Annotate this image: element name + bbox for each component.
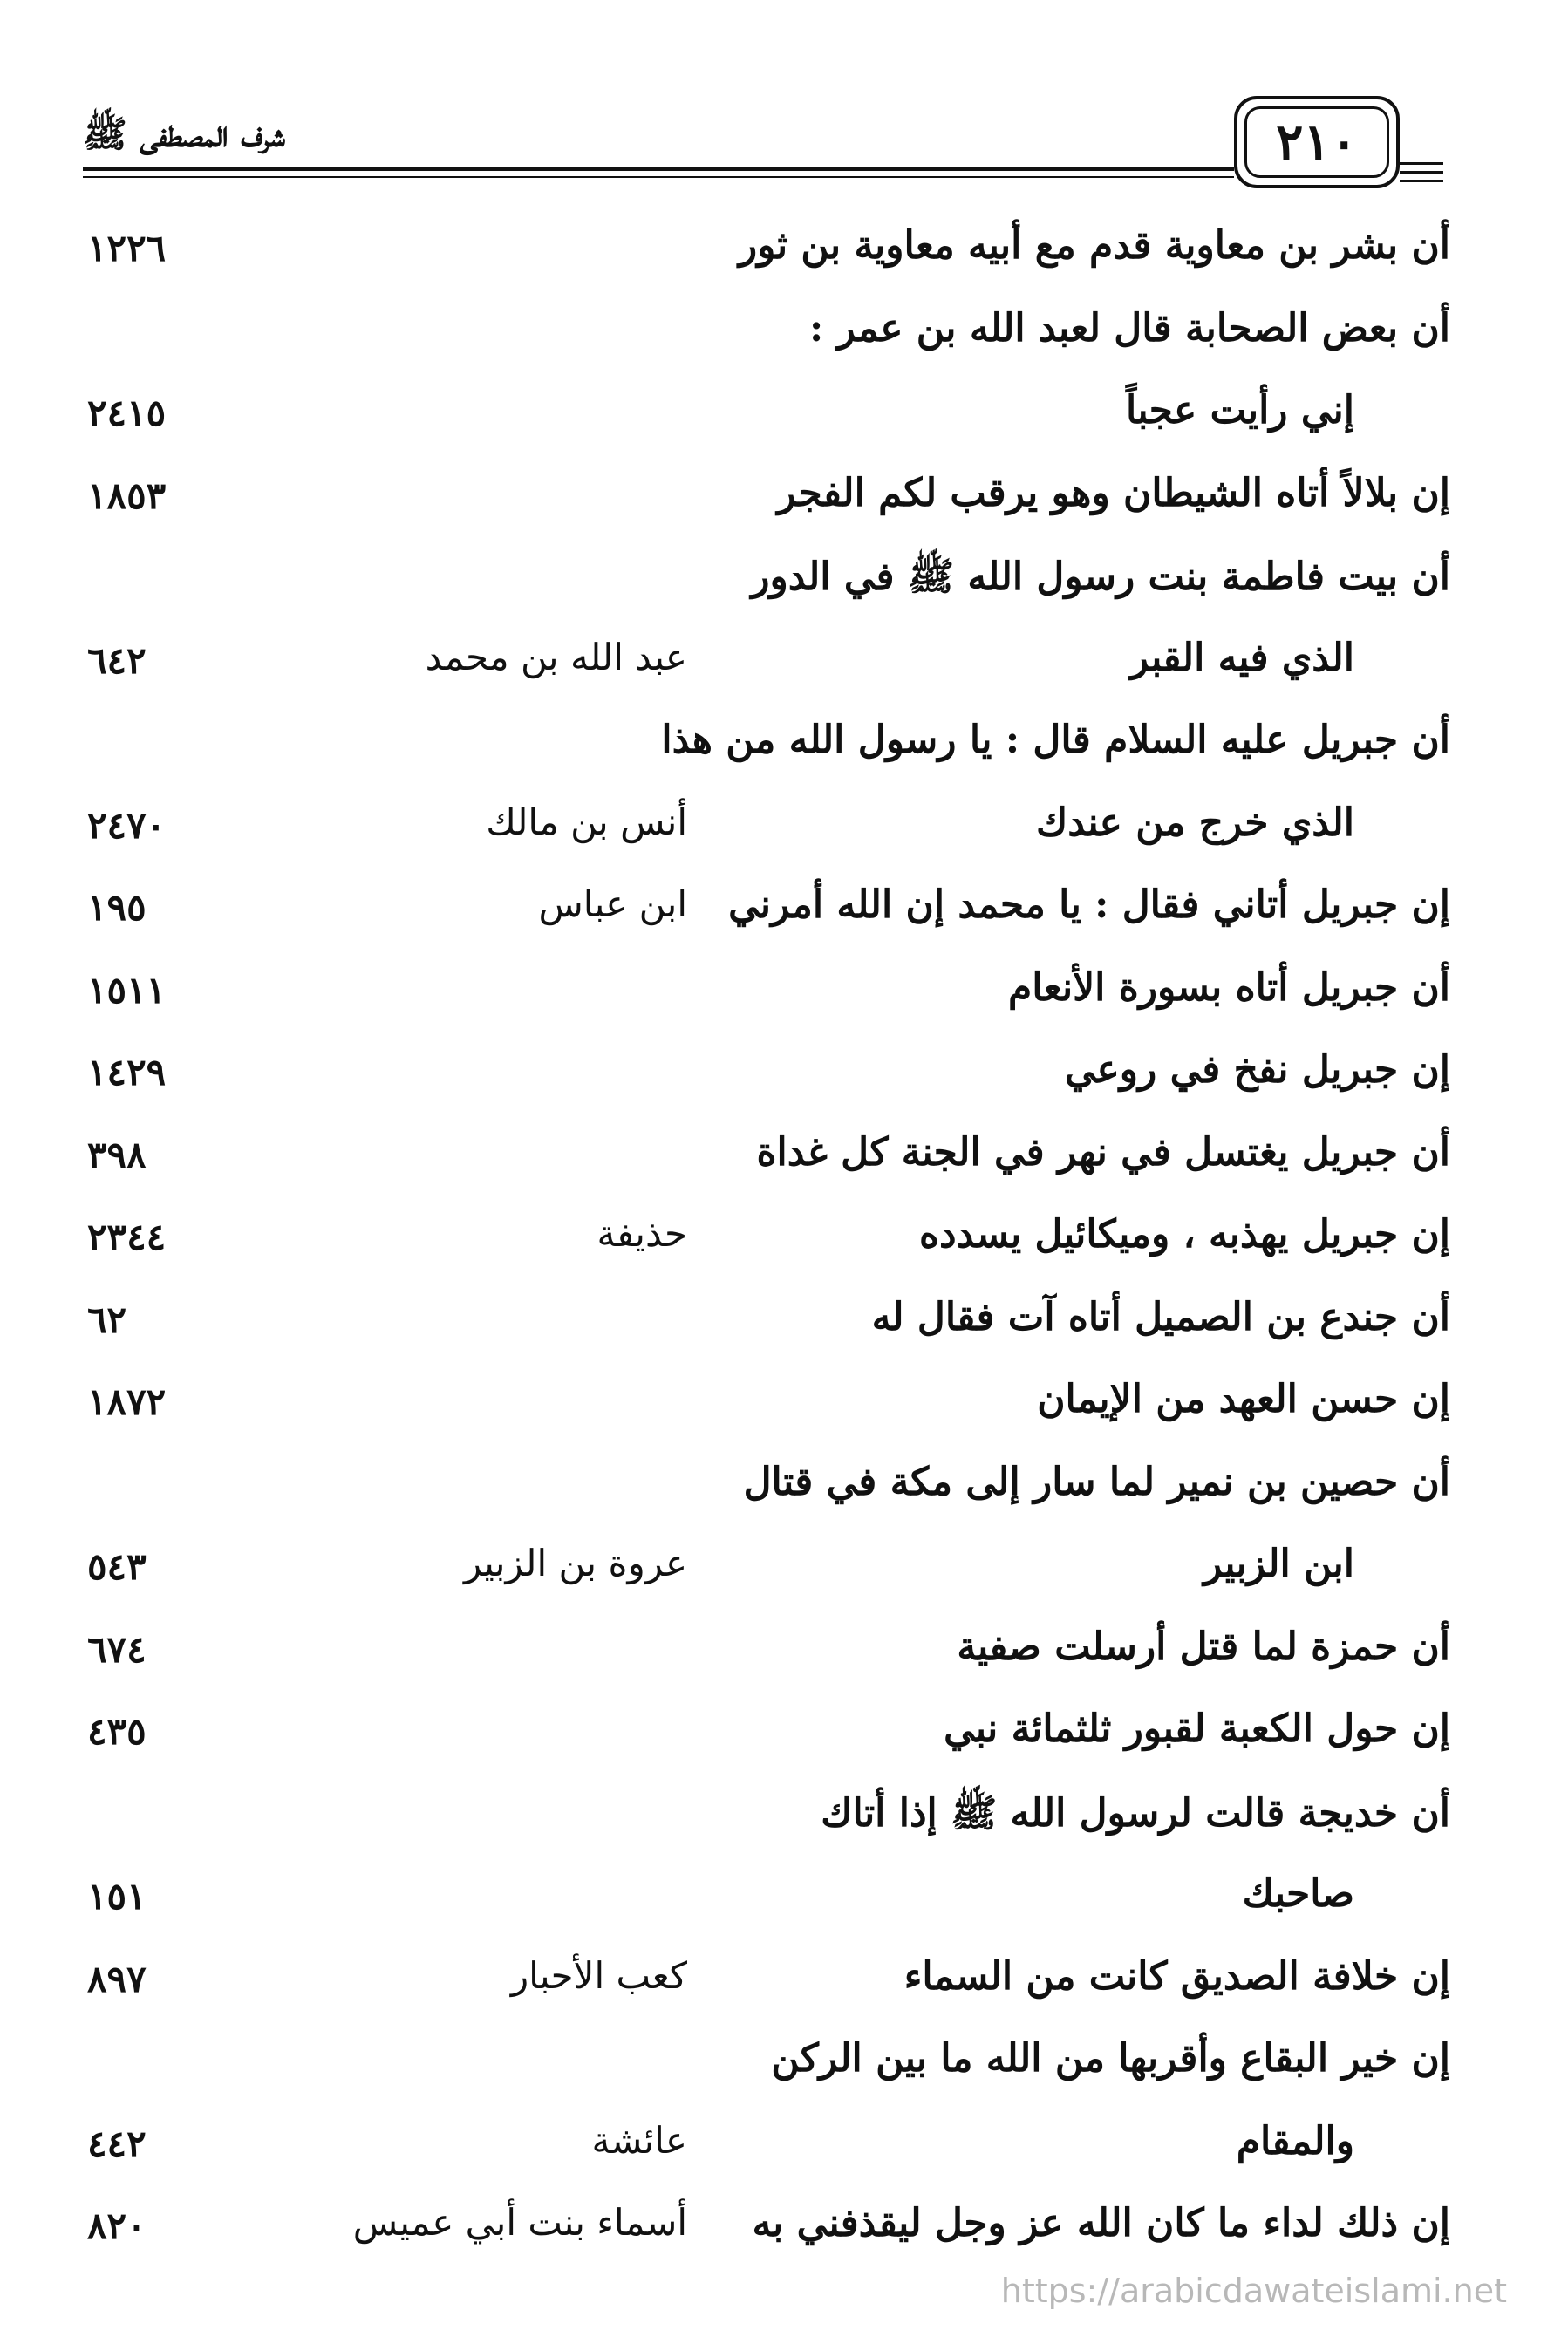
header-rule-thin: [83, 176, 1234, 178]
entry-text: أن حمزة لما قتل أرسلت صفية: [957, 1624, 1450, 1669]
entry-text: إن جبريل نفخ في روعي: [1064, 1047, 1450, 1092]
index-entry-row: [0, 2196, 1568, 2279]
entry-text: صاحبك: [1242, 1871, 1354, 1916]
entry-hadith-number: ٤٣٥: [87, 1710, 147, 1753]
watermark: https://arabicdawateislami.net: [1000, 2272, 1507, 2310]
entry-text: إن حول الكعبة لقبور ثلثمائة نبي: [944, 1707, 1450, 1751]
entry-narrator: أنس بن مالك: [486, 800, 687, 843]
entry-hadith-number: ٦٤٢: [87, 638, 147, 682]
entry-text: أن جندع بن الصميل أتاه آت فقال له: [871, 1294, 1450, 1339]
index-entry-row: [0, 2114, 1568, 2197]
page-number: ٢١٠: [1244, 106, 1389, 178]
entry-hadith-number: ١٨٧٢: [87, 1380, 167, 1423]
index-entry-row: [0, 218, 1568, 301]
index-entry-row: [0, 466, 1568, 548]
entry-hadith-number: ٤٤٢: [87, 2122, 147, 2165]
index-entry-row: [0, 1866, 1568, 1949]
header-rule-right-3: [1400, 180, 1443, 182]
index-entry-row: [0, 1619, 1568, 1702]
entry-text: أن جبريل يغتسل في نهر في الجنة كل غداة: [756, 1129, 1450, 1175]
entry-hadith-number: ١٥١: [87, 1875, 147, 1918]
entry-text: أن بشر بن معاوية قدم مع أبيه معاوية بن ثور: [738, 223, 1450, 268]
index-entry-row: [0, 548, 1568, 630]
entry-text: إن ذلك لداء ما كان الله عز وجل ليقذفني به: [752, 2201, 1450, 2245]
index-entry-row: [0, 2031, 1568, 2114]
entry-hadith-number: ٦٢: [87, 1298, 127, 1341]
entry-hadith-number: ١٤٢٩: [87, 1051, 167, 1094]
entry-narrator: عروة بن الزبير: [463, 1542, 687, 1584]
entry-narrator: أسماء بنت أبي عميس: [352, 2201, 687, 2244]
entry-hadith-number: ١٩٥: [87, 886, 147, 929]
entry-text: إني رأيت عجباً: [1125, 388, 1354, 433]
entry-hadith-number: ١٥١١: [87, 968, 167, 1012]
entry-hadith-number: ٢٤٧٠: [87, 803, 167, 847]
entry-hadith-number: ١٢٢٦: [87, 227, 167, 269]
index-entry-row: [0, 301, 1568, 384]
index-entry-row: [0, 1290, 1568, 1373]
header-rule-right-2: [1400, 171, 1443, 174]
index-entry-row: [0, 1701, 1568, 1784]
entry-narrator: عبد الله بن محمد: [425, 635, 687, 678]
entry-narrator: حذيفة: [597, 1212, 687, 1255]
index-entry-row: [0, 1125, 1568, 1208]
header-rule-thick: [83, 167, 1234, 171]
header-rule-right-1: [1400, 162, 1443, 165]
entry-narrator: عائشة: [591, 2118, 687, 2162]
entry-text: الذي فيه القبر: [1129, 635, 1354, 680]
index-entry-row: [0, 960, 1568, 1043]
index-entry-row: [0, 1042, 1568, 1125]
index-entry-row: [0, 1949, 1568, 2032]
index-entry-row: [0, 383, 1568, 466]
entry-hadith-number: ٢٣٤٤: [87, 1216, 167, 1258]
entry-hadith-number: ٢٤١٥: [87, 392, 167, 434]
index-entry-row: [0, 1784, 1568, 1867]
page-header: [83, 96, 1443, 192]
index-entries: [0, 218, 1568, 2279]
entry-text: والمقام: [1236, 2118, 1354, 2163]
entry-text: إن بلالاً أتاه الشيطان وهو يرقب لكم الفجر: [777, 470, 1450, 515]
entry-narrator: ابن عباس: [538, 882, 687, 925]
index-entry-row: [0, 1536, 1568, 1619]
index-entry-row: [0, 1207, 1568, 1290]
entry-text: أن بعض الصحابة قال لعبد الله بن عمر :: [808, 305, 1450, 351]
book-title: شرف المصطفى ﷺ: [83, 112, 286, 155]
index-entry-row: [0, 795, 1568, 878]
entry-hadith-number: ٥٤٣: [87, 1545, 147, 1588]
entry-hadith-number: ٨٩٧: [87, 1957, 147, 2000]
entry-text: إن جبريل يهذبه ، وميكائيل يسدده: [919, 1212, 1450, 1257]
entry-text: إن خير البقاع وأقربها من الله ما بين الركن: [771, 2036, 1450, 2081]
entry-narrator: كعب الأحبار: [510, 1953, 687, 1997]
entry-text: أن جبريل عليه السلام قال : يا رسول الله من هذا: [661, 718, 1450, 762]
entry-hadith-number: ٣٩٨: [87, 1133, 147, 1176]
entry-text: إن حسن العهد من الإيمان: [1037, 1377, 1450, 1421]
entry-text: أن حصين بن نمير لما سار إلى مكة في قتال: [743, 1459, 1450, 1504]
index-entry-row: [0, 712, 1568, 795]
entry-text: أن جبريل أتاه بسورة الأنعام: [1007, 964, 1450, 1010]
index-entry-row: [0, 1455, 1568, 1537]
entry-text: الذي خرج من عندك: [1036, 800, 1354, 845]
entry-hadith-number: ٨٢٠: [87, 2204, 147, 2247]
page-number-frame: [1234, 96, 1400, 188]
entry-text: إن خلافة الصديق كانت من السماء: [903, 1953, 1450, 1999]
entry-text: أن بيت فاطمة بنت رسول الله ﷺ في الدور: [751, 555, 1450, 599]
index-entry-row: [0, 877, 1568, 960]
entry-hadith-number: ١٨٥٣: [87, 474, 167, 517]
entry-text: ابن الزبير: [1203, 1542, 1354, 1586]
entry-hadith-number: ٦٧٤: [87, 1627, 147, 1671]
index-entry-row: [0, 1372, 1568, 1455]
index-entry-row: [0, 630, 1568, 713]
entry-text: أن خديجة قالت لرسول الله ﷺ إذا أتاك: [821, 1790, 1450, 1836]
entry-text: إن جبريل أتاني فقال : يا محمد إن الله أمرني: [728, 882, 1450, 927]
